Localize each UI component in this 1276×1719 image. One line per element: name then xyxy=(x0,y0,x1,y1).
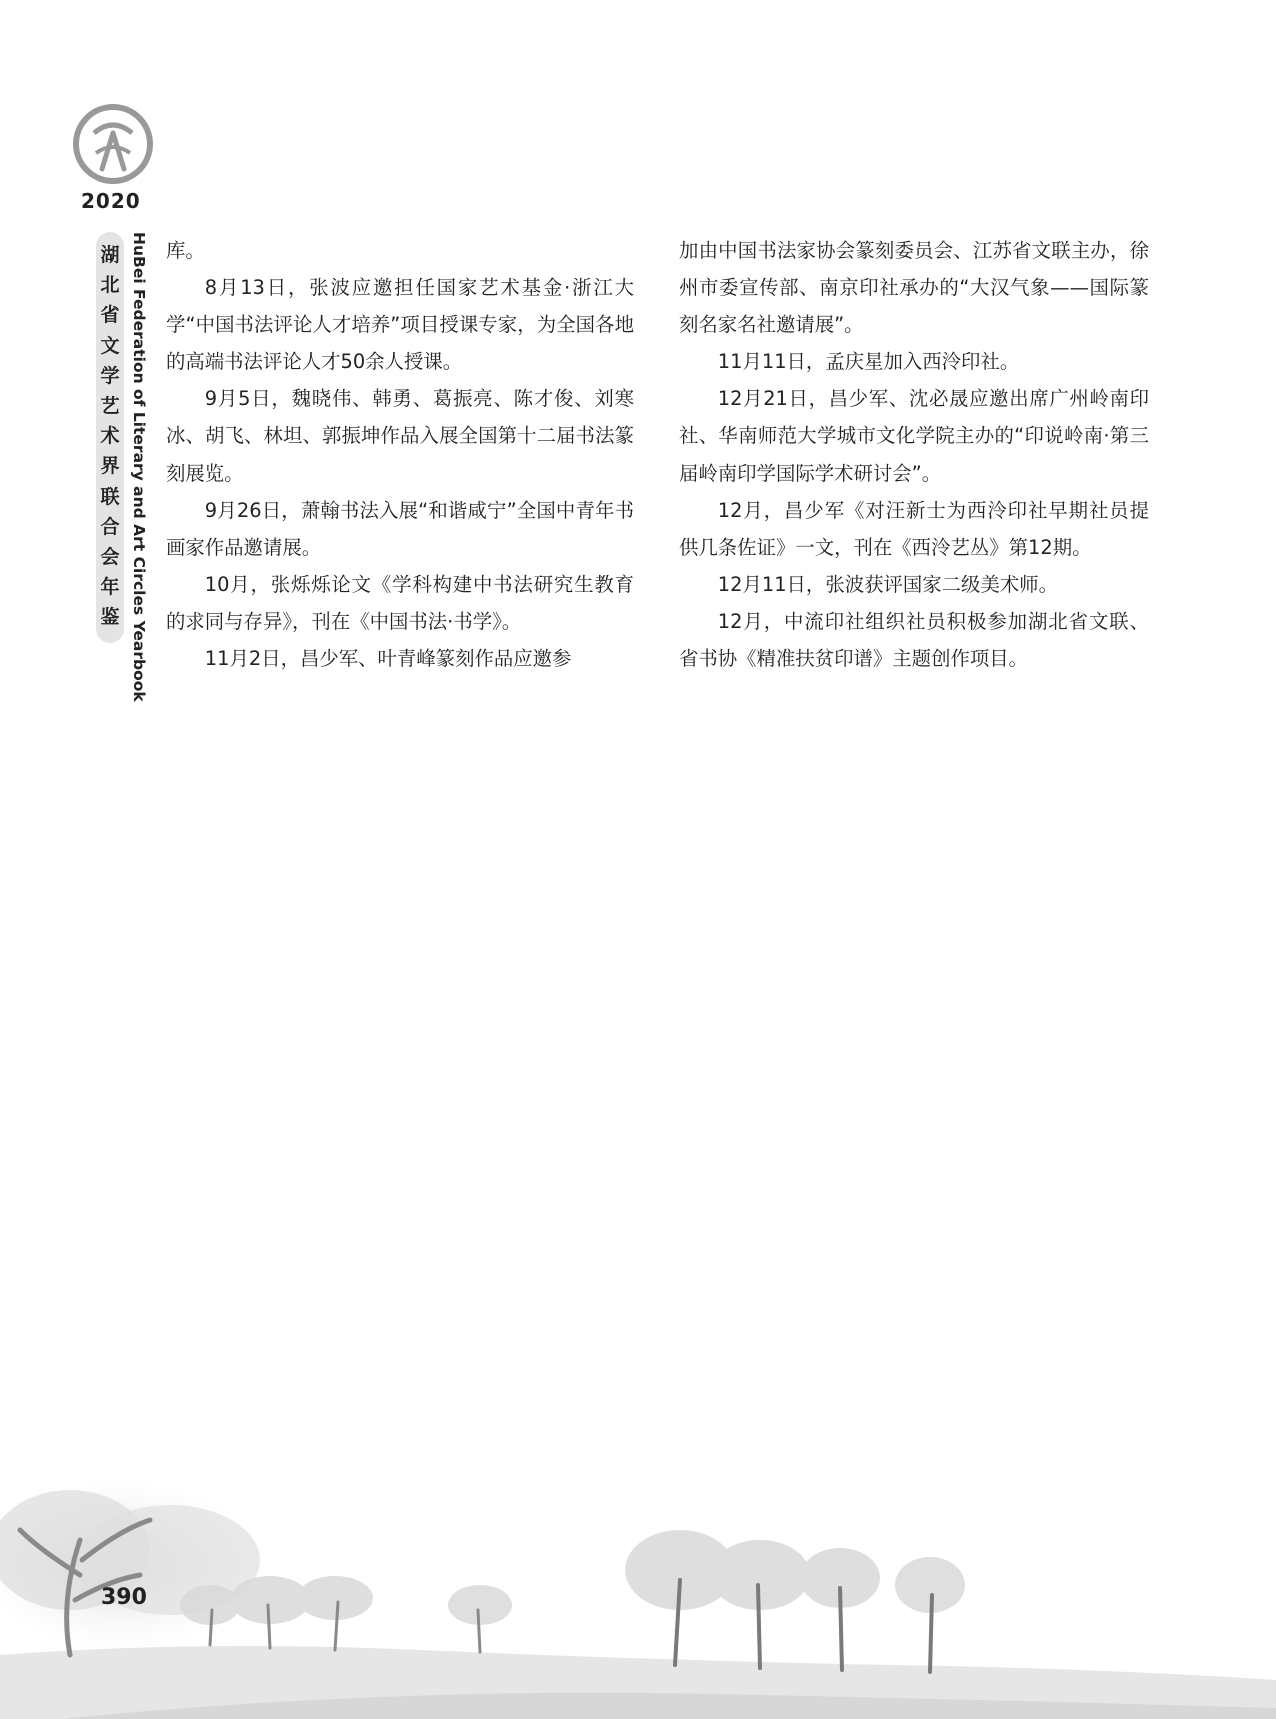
yearbook-emblem-icon xyxy=(72,103,154,185)
paragraph: 9月5日，魏晓伟、韩勇、葛振亮、陈才俊、刘寒冰、胡飞、林坦、郭振坤作品入展全国第十二届书法篆刻展览。 xyxy=(166,387,634,485)
sidebar-title-char: 学 xyxy=(100,364,120,387)
sidebar-title-char: 鉴 xyxy=(100,606,120,629)
paragraph: 12月11日，张波获评国家二级美术师。 xyxy=(717,572,1059,596)
sidebar-title-char: 联 xyxy=(100,485,120,508)
yearbook-year: 2020 xyxy=(81,189,141,213)
paragraph: 12月，中流印社组织社员积极参加湖北省文联、省书协《精准扶贫印谱》主题创作项目。 xyxy=(679,609,1149,671)
body-right-column xyxy=(679,232,1149,677)
sidebar-title-char: 界 xyxy=(100,455,120,478)
sidebar-title-char: 湖 xyxy=(100,244,120,266)
paragraph: 库。 xyxy=(166,239,205,262)
sidebar-title-en: HuBei Federation of Literary and Art Circles Yearbook xyxy=(130,232,148,702)
sidebar-title-char: 北 xyxy=(100,274,120,297)
page-number: 390 xyxy=(101,1585,147,1610)
sidebar-title-en-wrapper xyxy=(128,232,150,702)
paragraph: 12月，昌少军《对汪新士为西泠印社早期社员提供几条佐证》一文，刊在《西泠艺丛》第12期。 xyxy=(679,498,1149,559)
sidebar-title-char: 年 xyxy=(100,576,120,599)
paragraph: 11月2日，昌少军、叶青峰篆刻作品应邀参 xyxy=(204,647,572,671)
sidebar-title-char: 艺 xyxy=(100,395,120,418)
paragraph: 11月11日，孟庆星加入西泠印社。 xyxy=(717,350,1020,374)
body-left-column xyxy=(166,232,634,677)
paragraph: 10月，张烁烁论文《学科构建中书法研究生教育的求同与存异》，刊在《中国书法·书学》。 xyxy=(166,572,634,633)
sidebar-title-cn xyxy=(96,232,124,643)
paragraph: 8月13日，张波应邀担任国家艺术基金·浙江大学“中国书法评论人才培养”项目授课专家，为全国各地的高端书法评论人才50余人授课。 xyxy=(166,276,634,374)
sidebar-title-char: 术 xyxy=(100,425,120,448)
sidebar-title-char: 合 xyxy=(100,515,120,538)
paragraph: 9月26日，萧翰书法入展“和谐咸宁”全国中青年书画家作品邀请展。 xyxy=(166,498,634,559)
sidebar-title-char: 文 xyxy=(100,334,120,357)
sidebar-title-char: 会 xyxy=(100,546,120,569)
ink-wash-trees-landscape xyxy=(0,1480,1276,1719)
sidebar-title-char: 省 xyxy=(100,304,120,327)
paragraph: 12月21日，昌少军、沈必晟应邀出席广州岭南印社、华南师范大学城市文化学院主办的“印说岭南·第三届岭南印学国际学术研讨会”。 xyxy=(679,387,1149,485)
paragraph: 加由中国书法家协会篆刻委员会、江苏省文联主办，徐州市委宣传部、南京印社承办的“大汉气象——国际篆刻名家名社邀请展”。 xyxy=(679,239,1149,337)
